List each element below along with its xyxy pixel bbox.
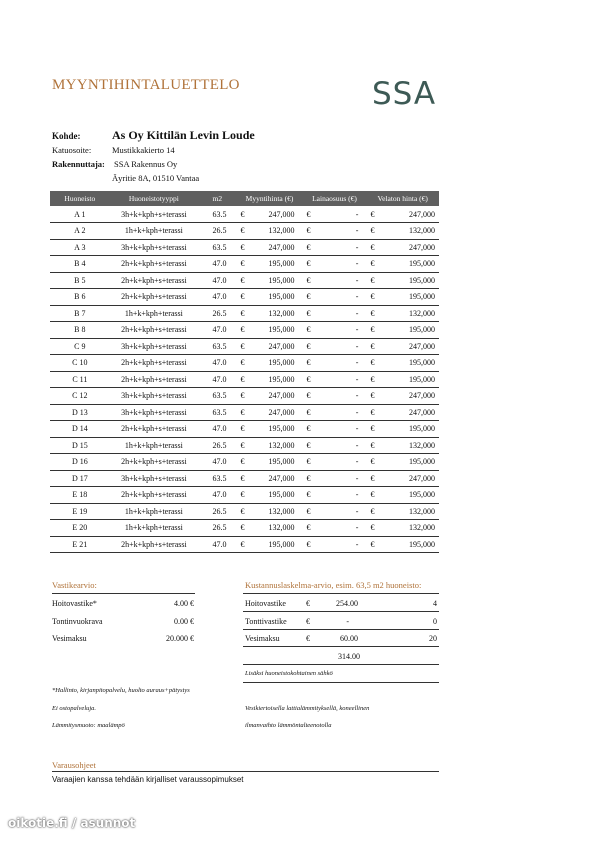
- cell-huoneisto: C 11: [50, 371, 110, 388]
- cell-tyyppi: 3h+k+kph+s+terassi: [110, 239, 198, 256]
- cell-tyyppi: 2h+k+kph+s+terassi: [110, 355, 198, 372]
- rakennuttaja-label: Rakennuttaja:: [52, 159, 105, 169]
- cell-tyyppi: 2h+k+kph+s+terassi: [110, 371, 198, 388]
- kustannus-note-1: Lisäksi huoneistokohtainen sähkö: [245, 670, 333, 677]
- cell-myyntihinta: 195,000: [251, 289, 302, 306]
- cell-currency: €: [366, 256, 381, 273]
- cell-currency: €: [366, 487, 381, 504]
- table-header: [50, 191, 439, 206]
- cell-currency: €: [236, 437, 251, 454]
- cell-tyyppi: 2h+k+kph+s+terassi: [110, 421, 198, 438]
- cell-velaton: 195,000: [381, 272, 439, 289]
- cell-velaton: 132,000: [381, 305, 439, 322]
- katuosoite-label: Katuosoite:: [52, 145, 92, 155]
- cell-currency: €: [236, 223, 251, 240]
- kohde-label: Kohde:: [52, 131, 81, 141]
- cell-myyntihinta: 195,000: [251, 256, 302, 273]
- kustannus-note-line: [243, 682, 439, 683]
- varaus-divider: [52, 771, 439, 772]
- kustannus-unit-0: 4: [433, 599, 437, 608]
- cell-tyyppi: 2h+k+kph+s+terassi: [110, 536, 198, 553]
- cell-myyntihinta: 247,000: [251, 206, 302, 223]
- cell-currency: €: [303, 355, 318, 372]
- table-row: [50, 437, 439, 454]
- table-row: [50, 272, 439, 289]
- cell-huoneisto: D 13: [50, 404, 110, 421]
- cell-huoneisto: A 3: [50, 239, 110, 256]
- cell-tyyppi: 2h+k+kph+s+terassi: [110, 256, 198, 273]
- cell-myyntihinta: 195,000: [251, 487, 302, 504]
- cell-velaton: 247,000: [381, 470, 439, 487]
- cell-tyyppi: 1h+k+kph+terassi: [110, 520, 198, 537]
- cell-currency: €: [303, 404, 318, 421]
- cell-currency: €: [366, 322, 381, 339]
- kustannus-total: 314.00: [338, 652, 360, 661]
- header-lainaosuus: Lainaosuus (€): [303, 191, 367, 206]
- kustannus-total-line: [243, 664, 439, 665]
- cell-tyyppi: 1h+k+kph+terassi: [110, 503, 198, 520]
- cell-lainaosuus: -: [317, 239, 366, 256]
- vastike-label-0: Hoitovastike*: [52, 599, 97, 608]
- cell-myyntihinta: 132,000: [251, 503, 302, 520]
- cell-m2: 47.0: [198, 272, 236, 289]
- cell-currency: €: [303, 223, 318, 240]
- price-table: [50, 191, 439, 553]
- cell-myyntihinta: 132,000: [251, 520, 302, 537]
- cell-m2: 47.0: [198, 454, 236, 471]
- cell-currency: €: [236, 256, 251, 273]
- kustannus-currency-1: €: [306, 617, 310, 626]
- cell-tyyppi: 3h+k+kph+s+terassi: [110, 470, 198, 487]
- cell-currency: €: [303, 256, 318, 273]
- table-row: [50, 355, 439, 372]
- kustannus-title: Kustannuslaskelma-arvio, esim. 63,5 m2 huoneisto:: [245, 580, 422, 590]
- cell-huoneisto: A 2: [50, 223, 110, 240]
- cell-tyyppi: 1h+k+kph+terassi: [110, 223, 198, 240]
- cell-currency: €: [236, 487, 251, 504]
- cell-currency: €: [366, 305, 381, 322]
- kustannus-currency-2: €: [306, 634, 310, 643]
- cell-velaton: 247,000: [381, 239, 439, 256]
- table-row: [50, 388, 439, 405]
- cell-myyntihinta: 247,000: [251, 239, 302, 256]
- cell-currency: €: [303, 454, 318, 471]
- kustannus-amount-0: 254.00: [336, 599, 358, 608]
- cell-tyyppi: 3h+k+kph+s+terassi: [110, 338, 198, 355]
- cell-velaton: 195,000: [381, 487, 439, 504]
- cell-huoneisto: E 20: [50, 520, 110, 537]
- cell-currency: €: [366, 454, 381, 471]
- cell-m2: 47.0: [198, 322, 236, 339]
- cell-m2: 47.0: [198, 355, 236, 372]
- cell-currency: €: [366, 503, 381, 520]
- table-row: [50, 206, 439, 223]
- cell-huoneisto: E 19: [50, 503, 110, 520]
- cell-currency: €: [236, 289, 251, 306]
- cell-lainaosuus: -: [317, 305, 366, 322]
- cell-lainaosuus: -: [317, 289, 366, 306]
- cell-velaton: 247,000: [381, 206, 439, 223]
- vastike-divider: [52, 593, 195, 594]
- cell-currency: €: [366, 338, 381, 355]
- cell-currency: €: [303, 470, 318, 487]
- cell-myyntihinta: 132,000: [251, 437, 302, 454]
- cell-lainaosuus: -: [317, 223, 366, 240]
- page-title: MYYNTIHINTALUETTELO: [52, 77, 240, 93]
- cell-currency: €: [236, 371, 251, 388]
- cell-huoneisto: D 15: [50, 437, 110, 454]
- cell-lainaosuus: -: [317, 256, 366, 273]
- cell-currency: €: [366, 437, 381, 454]
- cell-m2: 26.5: [198, 305, 236, 322]
- cell-velaton: 132,000: [381, 520, 439, 537]
- kustannus-amount-2: 60.00: [340, 634, 358, 643]
- cell-m2: 63.5: [198, 388, 236, 405]
- vastike-note-3: Lämmitysmuoto: maalämpö: [52, 722, 125, 729]
- kustannus-amount-1: -: [346, 617, 349, 626]
- cell-currency: €: [303, 305, 318, 322]
- cell-velaton: 195,000: [381, 256, 439, 273]
- kustannus-label-0: Hoitovastike: [245, 599, 286, 608]
- cell-myyntihinta: 195,000: [251, 371, 302, 388]
- cell-m2: 47.0: [198, 256, 236, 273]
- cell-huoneisto: B 7: [50, 305, 110, 322]
- cell-huoneisto: B 6: [50, 289, 110, 306]
- table-row: [50, 404, 439, 421]
- cell-lainaosuus: -: [317, 388, 366, 405]
- cell-lainaosuus: -: [317, 503, 366, 520]
- cell-myyntihinta: 195,000: [251, 272, 302, 289]
- table-row: [50, 338, 439, 355]
- cell-currency: €: [366, 355, 381, 372]
- cell-tyyppi: 3h+k+kph+s+terassi: [110, 388, 198, 405]
- cell-currency: €: [366, 206, 381, 223]
- cell-tyyppi: 3h+k+kph+s+terassi: [110, 404, 198, 421]
- cell-m2: 26.5: [198, 520, 236, 537]
- vastike-note-1: *Hallinto, kirjanpitopalvelu, huolto auraus+pätystys: [52, 687, 190, 694]
- cell-currency: €: [303, 487, 318, 504]
- cell-huoneisto: E 21: [50, 536, 110, 553]
- cell-velaton: 195,000: [381, 421, 439, 438]
- cell-velaton: 247,000: [381, 388, 439, 405]
- cell-myyntihinta: 247,000: [251, 388, 302, 405]
- cell-currency: €: [236, 536, 251, 553]
- cell-huoneisto: B 4: [50, 256, 110, 273]
- cell-currency: €: [303, 503, 318, 520]
- cell-lainaosuus: -: [317, 536, 366, 553]
- table-row: [50, 223, 439, 240]
- cell-currency: €: [366, 239, 381, 256]
- katuosoite-value: Mustikkakierto 14: [112, 145, 175, 155]
- cell-velaton: 132,000: [381, 223, 439, 240]
- cell-m2: 47.0: [198, 421, 236, 438]
- cell-currency: €: [236, 272, 251, 289]
- cell-myyntihinta: 132,000: [251, 305, 302, 322]
- header-velaton: Velaton hinta (€): [366, 191, 439, 206]
- cell-currency: €: [236, 239, 251, 256]
- cell-tyyppi: 2h+k+kph+s+terassi: [110, 454, 198, 471]
- cell-currency: €: [303, 338, 318, 355]
- cell-m2: 47.0: [198, 289, 236, 306]
- table-row: [50, 256, 439, 273]
- cell-m2: 63.5: [198, 206, 236, 223]
- company-logo: SSA: [372, 76, 437, 112]
- cell-velaton: 195,000: [381, 355, 439, 372]
- cell-velaton: 195,000: [381, 536, 439, 553]
- header-myyntihinta: Myyntihinta (€): [236, 191, 302, 206]
- cell-currency: €: [303, 206, 318, 223]
- table-row: [50, 289, 439, 306]
- cell-currency: €: [236, 454, 251, 471]
- cell-currency: €: [236, 388, 251, 405]
- cell-myyntihinta: 247,000: [251, 338, 302, 355]
- cell-currency: €: [303, 371, 318, 388]
- vastike-value-0: 4.00 €: [174, 599, 194, 608]
- cell-tyyppi: 3h+k+kph+s+terassi: [110, 206, 198, 223]
- header-huoneisto: Huoneisto: [50, 191, 110, 206]
- kustannus-label-2: Vesimaksu: [245, 634, 280, 643]
- cell-lainaosuus: -: [317, 355, 366, 372]
- cell-lainaosuus: -: [317, 520, 366, 537]
- cell-currency: €: [303, 421, 318, 438]
- header-tyyppi: Huoneistotyyppi: [110, 191, 198, 206]
- cell-lainaosuus: -: [317, 404, 366, 421]
- cell-huoneisto: D 17: [50, 470, 110, 487]
- cell-tyyppi: 1h+k+kph+terassi: [110, 305, 198, 322]
- cell-myyntihinta: 195,000: [251, 355, 302, 372]
- kohde-value: As Oy Kittilän Levin Loude: [112, 128, 255, 142]
- cell-huoneisto: C 10: [50, 355, 110, 372]
- cell-currency: €: [303, 536, 318, 553]
- cell-lainaosuus: -: [317, 470, 366, 487]
- cell-lainaosuus: -: [317, 272, 366, 289]
- table-row: [50, 305, 439, 322]
- table-row: [50, 421, 439, 438]
- cell-m2: 63.5: [198, 239, 236, 256]
- cell-lainaosuus: -: [317, 371, 366, 388]
- cell-velaton: 195,000: [381, 454, 439, 471]
- kustannus-divider: [243, 593, 439, 594]
- table-row: [50, 470, 439, 487]
- vastike-value-2: 20.000 €: [166, 634, 194, 643]
- cell-m2: 47.0: [198, 536, 236, 553]
- cell-m2: 26.5: [198, 223, 236, 240]
- cell-velaton: 132,000: [381, 503, 439, 520]
- kustannus-label-1: Tonttivastike: [245, 617, 287, 626]
- cell-currency: €: [303, 388, 318, 405]
- cell-currency: €: [366, 520, 381, 537]
- header-m2: m2: [198, 191, 236, 206]
- vastike-label-1: Tontinvuokrava: [52, 617, 103, 626]
- cell-lainaosuus: -: [317, 338, 366, 355]
- cell-currency: €: [236, 520, 251, 537]
- cell-velaton: 247,000: [381, 404, 439, 421]
- cell-currency: €: [303, 289, 318, 306]
- cell-m2: 63.5: [198, 404, 236, 421]
- cell-m2: 47.0: [198, 371, 236, 388]
- cell-velaton: 195,000: [381, 371, 439, 388]
- kustannus-row-line-2: [243, 646, 439, 647]
- cell-tyyppi: 2h+k+kph+s+terassi: [110, 322, 198, 339]
- cell-huoneisto: E 18: [50, 487, 110, 504]
- cell-currency: €: [303, 322, 318, 339]
- cell-myyntihinta: 195,000: [251, 454, 302, 471]
- table-row: [50, 487, 439, 504]
- vastike-value-1: 0.00 €: [174, 617, 194, 626]
- cell-currency: €: [236, 338, 251, 355]
- cell-tyyppi: 2h+k+kph+s+terassi: [110, 487, 198, 504]
- cell-lainaosuus: -: [317, 437, 366, 454]
- cell-myyntihinta: 247,000: [251, 404, 302, 421]
- cell-currency: €: [236, 421, 251, 438]
- kustannus-note-2: Vesikiertoisella lattialämmityksellä, koneellinen: [245, 705, 370, 712]
- cell-currency: €: [236, 470, 251, 487]
- cell-m2: 47.0: [198, 487, 236, 504]
- cell-huoneisto: D 14: [50, 421, 110, 438]
- cell-currency: €: [366, 536, 381, 553]
- vastike-label-2: Vesimaksu: [52, 634, 87, 643]
- watermark: oikotie.fi / asunnot: [8, 816, 136, 830]
- kustannus-unit-1: 0: [433, 617, 437, 626]
- cell-huoneisto: D 16: [50, 454, 110, 471]
- cell-huoneisto: C 9: [50, 338, 110, 355]
- cell-currency: €: [236, 322, 251, 339]
- cell-currency: €: [236, 206, 251, 223]
- vastike-title: Vastikearvio:: [52, 580, 97, 590]
- cell-currency: €: [366, 470, 381, 487]
- cell-lainaosuus: -: [317, 206, 366, 223]
- cell-currency: €: [236, 305, 251, 322]
- rakennuttaja-address: Äyritie 8A, 01510 Vantaa: [112, 173, 200, 183]
- table-row: [50, 322, 439, 339]
- table-row: [50, 536, 439, 553]
- table-row: [50, 520, 439, 537]
- rakennuttaja-value: SSA Rakennus Oy: [114, 159, 178, 169]
- varaus-title: Varausohjeet: [52, 760, 96, 770]
- cell-currency: €: [366, 371, 381, 388]
- cell-m2: 26.5: [198, 437, 236, 454]
- cell-huoneisto: B 8: [50, 322, 110, 339]
- cell-myyntihinta: 195,000: [251, 322, 302, 339]
- cell-lainaosuus: -: [317, 421, 366, 438]
- table-row: [50, 503, 439, 520]
- cell-lainaosuus: -: [317, 487, 366, 504]
- cell-huoneisto: A 1: [50, 206, 110, 223]
- cell-huoneisto: B 5: [50, 272, 110, 289]
- cell-currency: €: [236, 404, 251, 421]
- kustannus-note-3: ilmanvaihto lämmöntalteenotolla: [245, 722, 332, 729]
- cell-tyyppi: 1h+k+kph+terassi: [110, 437, 198, 454]
- cell-currency: €: [303, 239, 318, 256]
- varaus-text: Varaajien kanssa tehdään kirjalliset varaussopimukset: [52, 775, 244, 784]
- kustannus-row-line-1: [243, 629, 439, 630]
- cell-huoneisto: C 12: [50, 388, 110, 405]
- cell-tyyppi: 2h+k+kph+s+terassi: [110, 272, 198, 289]
- cell-currency: €: [366, 223, 381, 240]
- cell-currency: €: [366, 272, 381, 289]
- cell-myyntihinta: 195,000: [251, 421, 302, 438]
- cell-tyyppi: 2h+k+kph+s+terassi: [110, 289, 198, 306]
- table-row: [50, 454, 439, 471]
- cell-currency: €: [303, 437, 318, 454]
- cell-currency: €: [366, 388, 381, 405]
- cell-myyntihinta: 132,000: [251, 223, 302, 240]
- cell-m2: 63.5: [198, 338, 236, 355]
- cell-m2: 26.5: [198, 503, 236, 520]
- cell-m2: 63.5: [198, 470, 236, 487]
- cell-currency: €: [303, 272, 318, 289]
- cell-currency: €: [366, 289, 381, 306]
- table-row: [50, 239, 439, 256]
- kustannus-row-line-0: [243, 611, 439, 612]
- table-row: [50, 371, 439, 388]
- cell-myyntihinta: 195,000: [251, 536, 302, 553]
- cell-lainaosuus: -: [317, 454, 366, 471]
- cell-currency: €: [236, 355, 251, 372]
- cell-velaton: 247,000: [381, 338, 439, 355]
- kustannus-currency-0: €: [306, 599, 310, 608]
- cell-velaton: 195,000: [381, 289, 439, 306]
- cell-velaton: 195,000: [381, 322, 439, 339]
- cell-currency: €: [303, 520, 318, 537]
- cell-currency: €: [366, 404, 381, 421]
- cell-currency: €: [236, 503, 251, 520]
- cell-myyntihinta: 247,000: [251, 470, 302, 487]
- cell-velaton: 132,000: [381, 437, 439, 454]
- kustannus-unit-2: 20: [429, 634, 437, 643]
- cell-lainaosuus: -: [317, 322, 366, 339]
- vastike-note-2: Ei ostopalveluja.: [52, 705, 97, 712]
- cell-currency: €: [366, 421, 381, 438]
